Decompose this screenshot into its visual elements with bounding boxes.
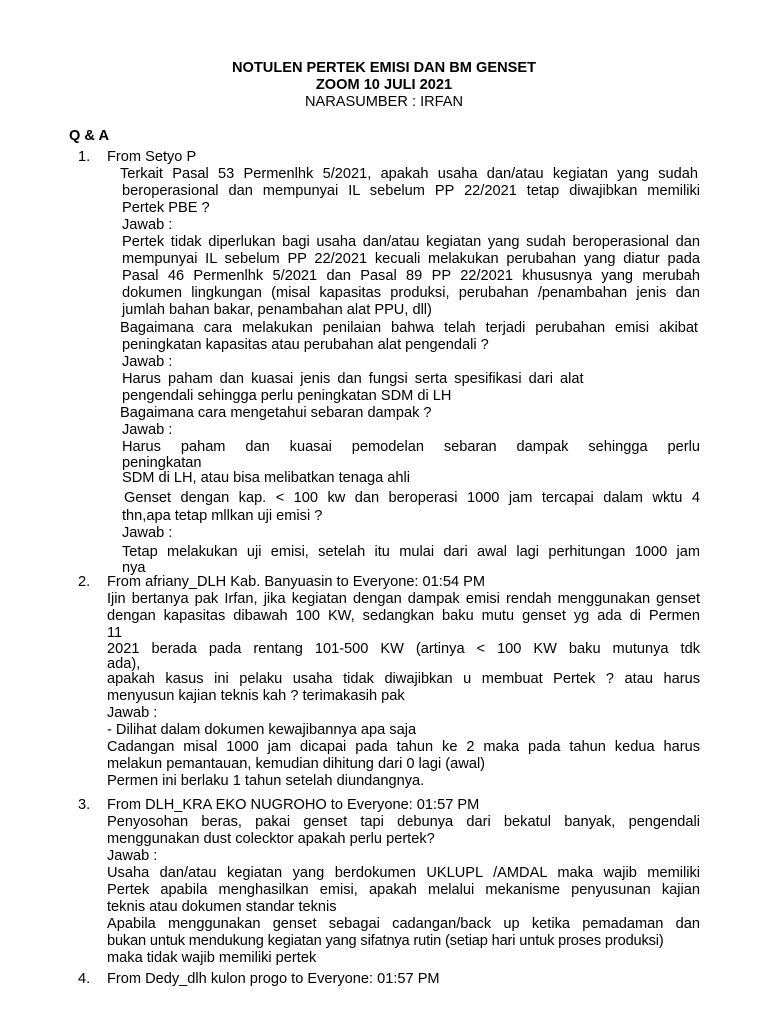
answer-label: Jawab : (122, 525, 173, 541)
item-line: ada), (107, 656, 141, 672)
item-number: 4. (78, 971, 91, 987)
question-line: beroperasional dan mempunyai IL sebelum PP 22/2021 tetap diwajibkan memiliki (122, 183, 700, 199)
document-date: ZOOM 10 JULI 2021 (315, 77, 453, 93)
answer-line: Harus paham dan kuasai pemodelan sebaran dampak sehingga perlu (122, 439, 700, 455)
answer-line: Tetap melakukan uji emisi, setelah itu mulai dari awal lagi perhitungan 1000 jam (122, 544, 700, 560)
item-line: Penyosohan beras, pakai genset tapi debunya dari bekatul banyak, pengendali (107, 814, 700, 830)
answer-line: nya (122, 560, 146, 576)
question-line: Bagaimana cara melakukan penilaian bahwa telah terjadi perubahan emisi akibat (120, 320, 698, 336)
item-line: Pertek apabila menghasilkan emisi, apakah melalui mekanisme penyusunan kajian (107, 882, 700, 898)
item-body (107, 797, 700, 967)
answer-line: Pasal 46 Permenlhk 5/2021 dan Pasal 89 PP 22/2021 khususnya yang merubah (122, 268, 700, 284)
item-line: Ijin bertanya pak Irfan, jika kegiatan dengan dampak emisi rendah menggunakan genset (107, 591, 700, 607)
answer-label: Jawab : (122, 354, 173, 370)
question-block (122, 422, 700, 487)
answer-line: peningkatan (122, 455, 202, 471)
question-block (120, 405, 698, 422)
answer-line: jumlah bahan bakar, penambahan alat PPU, dll) (122, 302, 432, 318)
qa-heading: Q & A (69, 128, 109, 144)
item-from: From afriany_DLH Kab. Banyuasin to Everyone: 01:54 PM (107, 574, 486, 590)
item-line: dengan kapasitas dibawah 100 KW, sedangkan baku mutu genset yg ada di Permen (107, 608, 700, 624)
item-line: menyusun kajian teknis kah ? terimakasih pak (107, 688, 405, 704)
question-block (122, 508, 700, 575)
answer-label: Jawab : (107, 705, 158, 721)
item-from: From DLH_KRA EKO NUGROHO to Everyone: 01:57 PM (107, 797, 480, 813)
document-speaker: NARASUMBER : IRFAN (304, 94, 464, 110)
document-title: NOTULEN PERTEK EMISI DAN BM GENSET (231, 60, 537, 76)
item-line: - Dilihat dalam dokumen kewajibannya apa saja (107, 722, 417, 738)
item-from: From Dedy_dlh kulon progo to Everyone: 01:57 PM (107, 971, 440, 987)
item-line: Cadangan misal 1000 jam dicapai pada tahun ke 2 maka pada tahun kedua harus (107, 739, 700, 755)
item-line: Apabila menggunakan genset sebagai cadangan/back up ketika pemadaman dan (107, 916, 700, 932)
question-block (122, 337, 700, 405)
answer-line: SDM di LH, atau bisa melibatkan tenaga ahli (122, 470, 410, 486)
item-line: menggunakan dust colecktor apakah perlu pertek? (107, 831, 435, 847)
answer-line: dokumen lingkungan (misal kapasitas produksi, perubahan /penambahan jenis dan (122, 285, 700, 301)
item-line: Usaha dan/atau kegiatan yang berdokumen UKLUPL /AMDAL maka wajib memiliki (107, 865, 700, 881)
item-line: teknis atau dokumen standar teknis (107, 899, 337, 915)
question-line: Genset dengan kap. < 100 kw dan beroperasi 1000 jam tercapai dalam wktu 4 (124, 490, 700, 506)
question-line: Terkait Pasal 53 Permenlhk 5/2021, apakah usaha dan/atau kegiatan yang sudah (120, 166, 698, 182)
question-line: Pertek PBE ? (122, 200, 210, 216)
question-block (120, 320, 698, 337)
item-line: bukan untuk mendukung kegiatan yang sifatnya rutin (setiap hari untuk proses produksi) (107, 933, 664, 949)
item-from: From Setyo P (107, 149, 197, 165)
question-line: Bagaimana cara mengetahui sebaran dampak ? (120, 405, 432, 421)
question-block (120, 166, 698, 183)
item-number: 1. (78, 149, 91, 165)
item-number: 3. (78, 797, 91, 813)
document-header (0, 60, 768, 111)
item-line: apakah kasus ini pelaku usaha tidak diwajibkan u membuat Pertek ? atau harus (107, 671, 700, 687)
answer-label: Jawab : (122, 217, 173, 233)
item-line: 11 (107, 625, 123, 641)
question-block (124, 490, 700, 507)
item-line: 2021 berada pada rentang 101-500 KW (artinya < 100 KW baku mutunya tdk (107, 641, 700, 657)
answer-line: pengendali sehingga perlu peningkatan SDM di LH (122, 388, 452, 404)
question-line: peningkatan kapasitas atau perubahan alat pengendali ? (122, 337, 489, 353)
question-block (122, 183, 700, 319)
answer-line: mempunyai IL sebelum PP 22/2021 kecuali melakukan perubahan yang diatur pada (122, 251, 700, 267)
item-line: melakun pemantauan, kemudian dihitung dari 0 lagi (awal) (107, 756, 486, 772)
item-line: Permen ini berlaku 1 tahun setelah diundangnya. (107, 773, 425, 789)
item-number: 2. (78, 574, 91, 590)
item-body (107, 574, 700, 790)
answer-line: Harus paham dan kuasai jenis dan fungsi serta spesifikasi dari alat (122, 371, 584, 387)
question-line: thn,apa tetap mllkan uji emisi ? (122, 508, 323, 524)
answer-label: Jawab : (122, 422, 173, 438)
answer-line: Pertek tidak diperlukan bagi usaha dan/atau kegiatan yang sudah beroperasional dan (122, 234, 700, 250)
item-line: maka tidak wajib memiliki pertek (107, 950, 317, 966)
answer-label: Jawab : (107, 848, 158, 864)
